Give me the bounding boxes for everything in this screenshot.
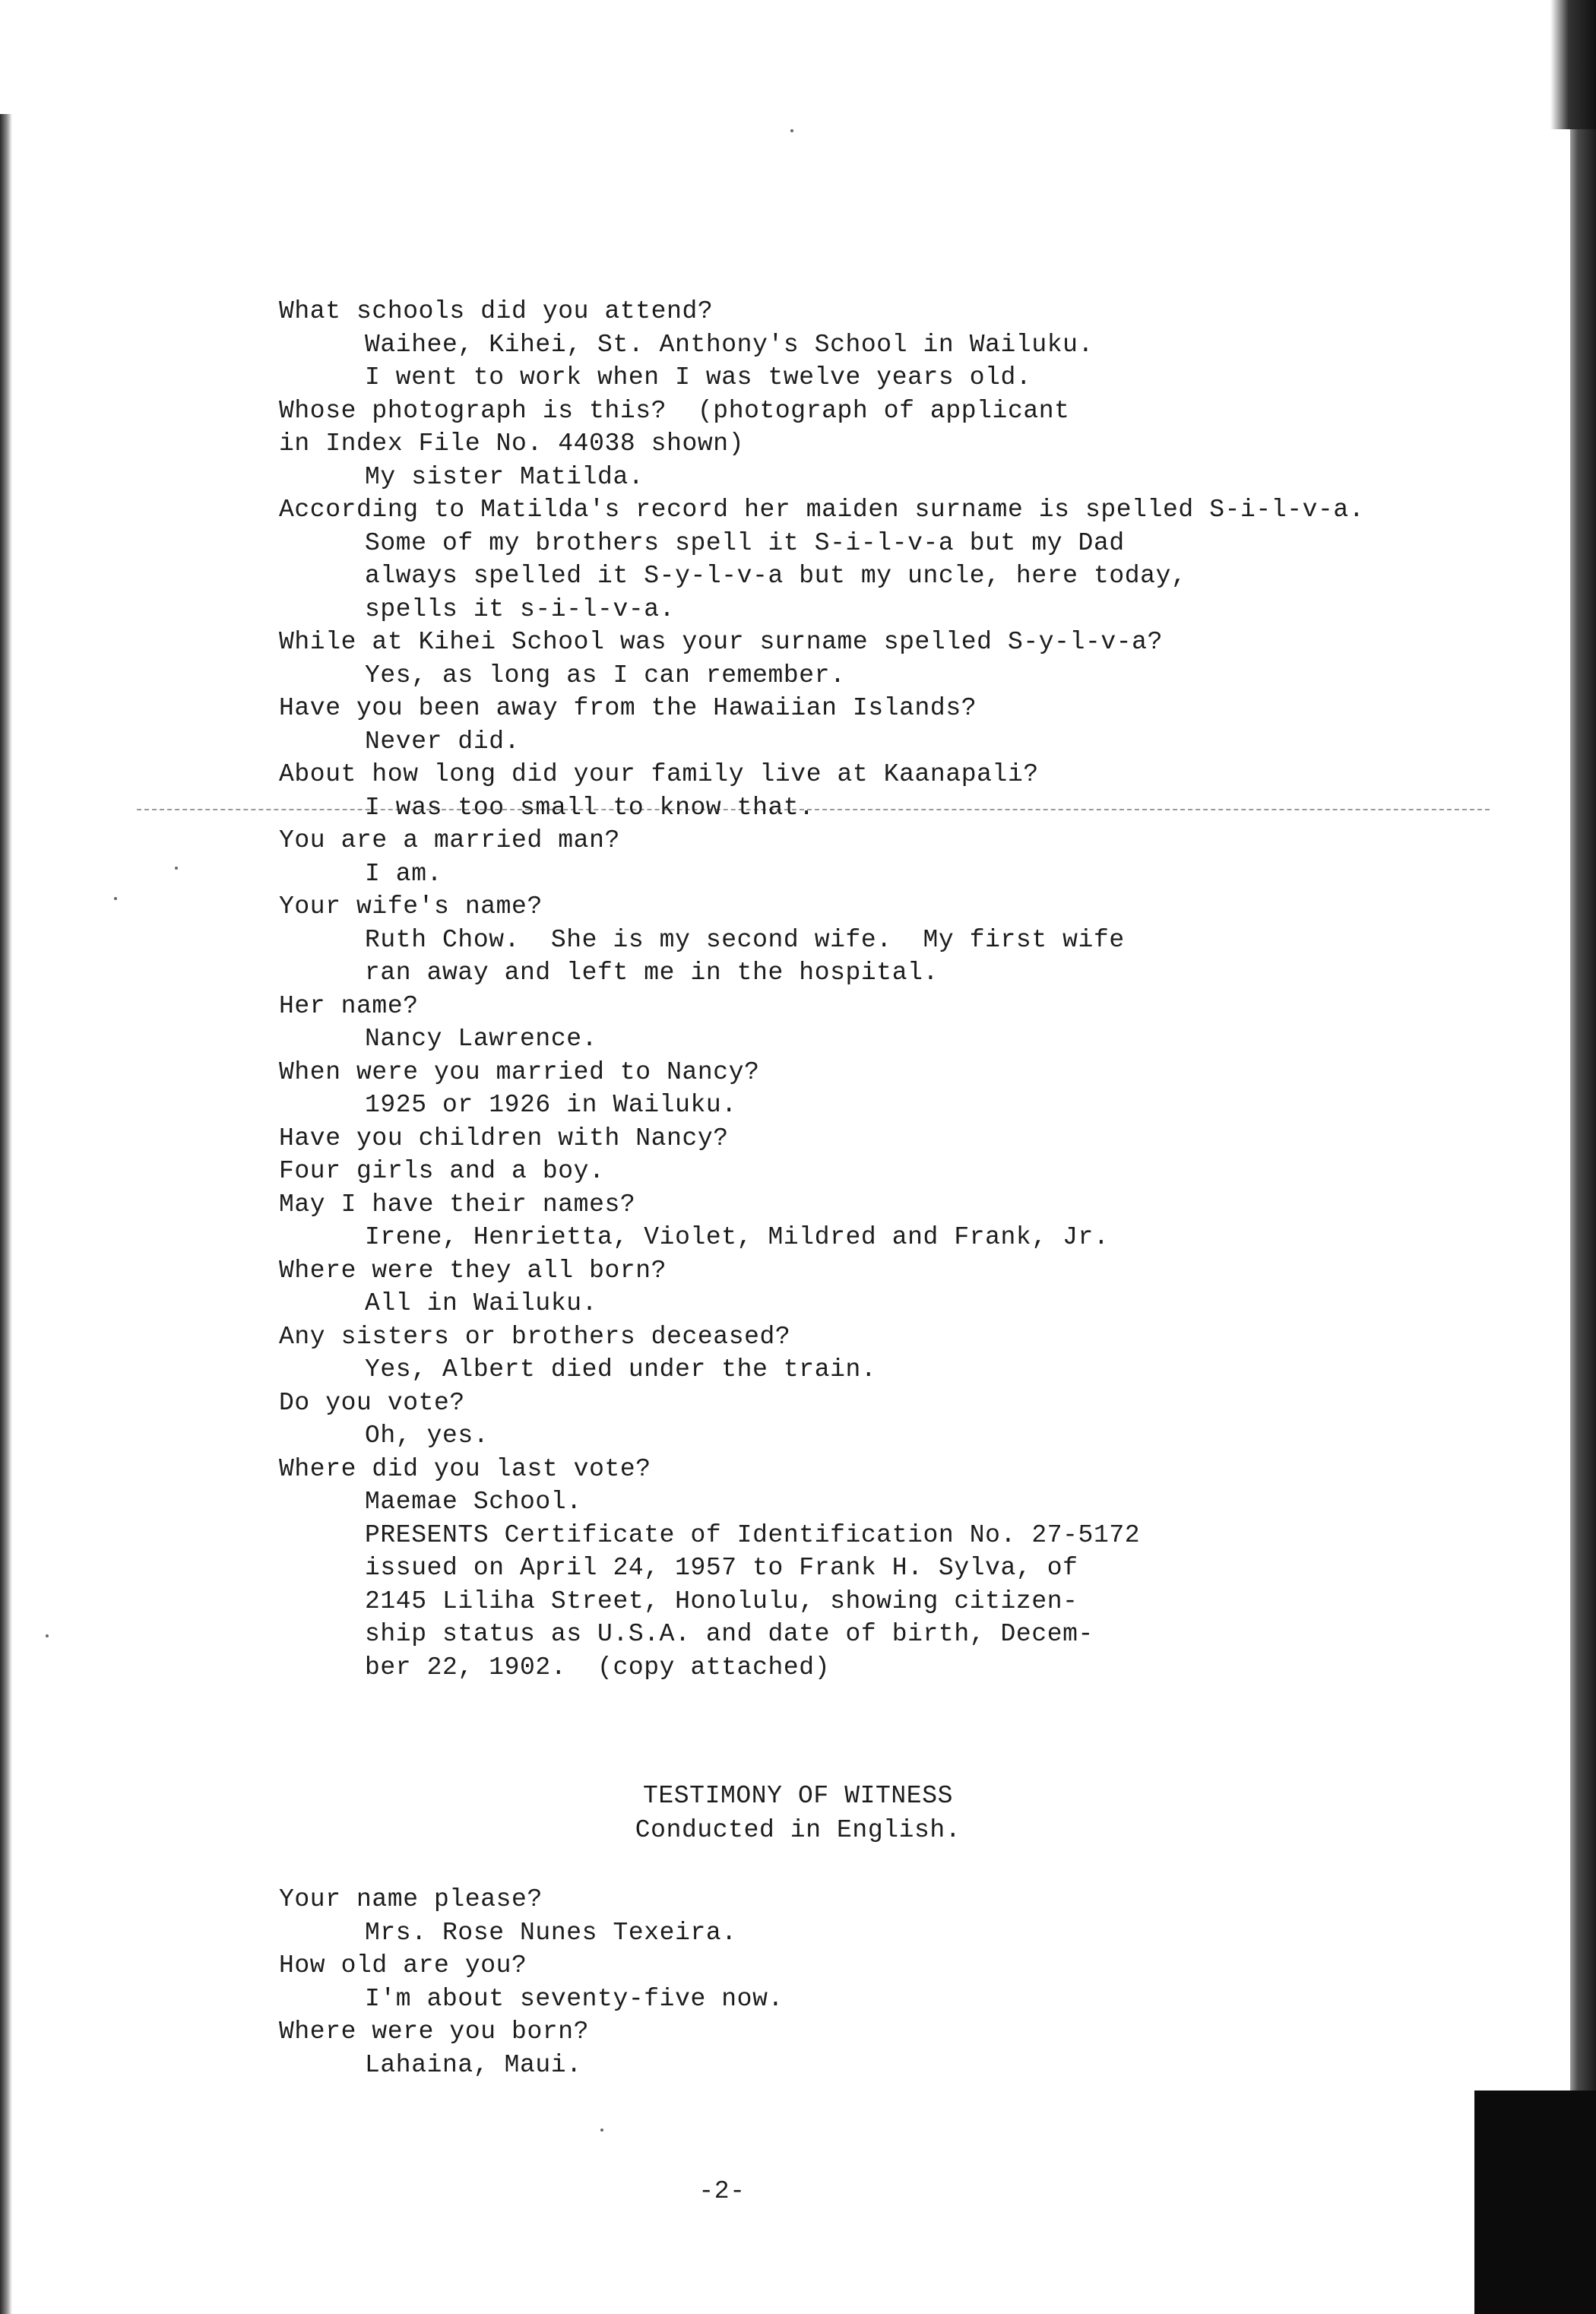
answer-line: Mrs. Rose Nunes Texeira. (365, 1918, 737, 1947)
question-line: Where were you born? (279, 2018, 590, 2046)
scan-speck (790, 129, 793, 132)
question-line: Where did you last vote? (279, 1454, 651, 1483)
answer-line: spells it s-i-l-v-a. (365, 594, 676, 623)
question-line: While at Kihei School was your surname spelled S-y-l-v-a? (279, 628, 1163, 656)
answer-line: ber 22, 1902. (copy attached) (365, 1653, 831, 1682)
scan-speck (175, 867, 178, 870)
answer-line: I was too small to know that. (365, 793, 815, 822)
question-line: Whose photograph is this? (photograph of applicant (279, 396, 1070, 425)
question-line: Have you children with Nancy? (279, 1124, 729, 1152)
scan-speck (46, 1634, 49, 1637)
answer-line: Ruth Chow. She is my second wife. My first wife (365, 925, 1125, 954)
question-line: Any sisters or brothers deceased? (279, 1322, 791, 1351)
answer-line: PRESENTS Certificate of Identification No. 27-5172 (365, 1520, 1141, 1549)
answer-line: Waihee, Kihei, St. Anthony's School in Wailuku. (365, 330, 1094, 359)
question-line: About how long did your family live at Kaanapali? (279, 760, 1039, 788)
answer-line: Irene, Henrietta, Violet, Mildred and Frank, Jr. (365, 1223, 1110, 1251)
question-line: You are a married man? (279, 826, 620, 854)
question-line: Your wife's name? (279, 892, 543, 921)
answer-line: ship status as U.S.A. and date of birth, Decem- (365, 1620, 1094, 1648)
answer-line: I am. (365, 859, 443, 888)
question-line: According to Matilda's record her maiden surname is spelled S-i-l-v-a. (279, 496, 1365, 524)
question-line: Four girls and a boy. (279, 1157, 605, 1185)
answer-line: ran away and left me in the hospital. (365, 959, 939, 987)
question-line: Where were they all born? (279, 1256, 667, 1285)
answer-line: Never did. (365, 727, 521, 756)
question-line: Have you been away from the Hawaiian Islands? (279, 694, 977, 722)
answer-line: issued on April 24, 1957 to Frank H. Sylva, of (365, 1554, 1078, 1582)
answer-line: 1925 or 1926 in Wailuku. (365, 1091, 737, 1119)
witness-testimony (279, 1883, 1495, 2081)
applicant-testimony (279, 295, 1495, 1684)
answer-line: Maemae School. (365, 1488, 582, 1516)
answer-line: Lahaina, Maui. (365, 2050, 582, 2079)
answer-line: I went to work when I was twelve years old. (365, 363, 1032, 391)
scan-speck (600, 2129, 603, 2132)
testimony-transcript (279, 295, 1495, 1684)
answer-line: Oh, yes. (365, 1422, 489, 1450)
answer-line: always spelled it S-y-l-v-a but my uncle, here today, (365, 562, 1187, 590)
question-line: How old are you? (279, 1951, 527, 1980)
scan-edge-left (0, 114, 12, 2314)
page-number: -2- (698, 2177, 746, 2205)
question-line: Her name? (279, 991, 419, 1020)
answer-line: Yes, as long as I can remember. (365, 661, 846, 689)
answer-line: 2145 Liliha Street, Honolulu, showing citizen- (365, 1587, 1078, 1615)
question-line: Your name please? (279, 1885, 543, 1913)
scan-edge-top-right (1550, 0, 1596, 129)
witness-heading-title: TESTIMONY OF WITNESS (642, 1782, 954, 1810)
scan-edge-bottom-right (1474, 2091, 1596, 2314)
question-line: What schools did you attend? (279, 297, 714, 325)
answer-line: Some of my brothers spell it S-i-l-v-a but my Dad (365, 528, 1125, 557)
answer-line: I'm about seventy-five now. (365, 1984, 784, 2013)
answer-line: Yes, Albert died under the train. (365, 1355, 877, 1384)
question-line: in Index File No. 44038 shown) (279, 430, 745, 458)
answer-line: All in Wailuku. (365, 1289, 598, 1317)
answer-line: Nancy Lawrence. (365, 1025, 598, 1053)
witness-heading-subtitle: Conducted in English. (635, 1816, 961, 1844)
witness-transcript (279, 1883, 1495, 2081)
answer-line: My sister Matilda. (365, 462, 644, 491)
question-line: May I have their names? (279, 1190, 636, 1219)
scan-speck (114, 897, 117, 900)
question-line: Do you vote? (279, 1388, 465, 1417)
question-line: When were you married to Nancy? (279, 1057, 760, 1086)
